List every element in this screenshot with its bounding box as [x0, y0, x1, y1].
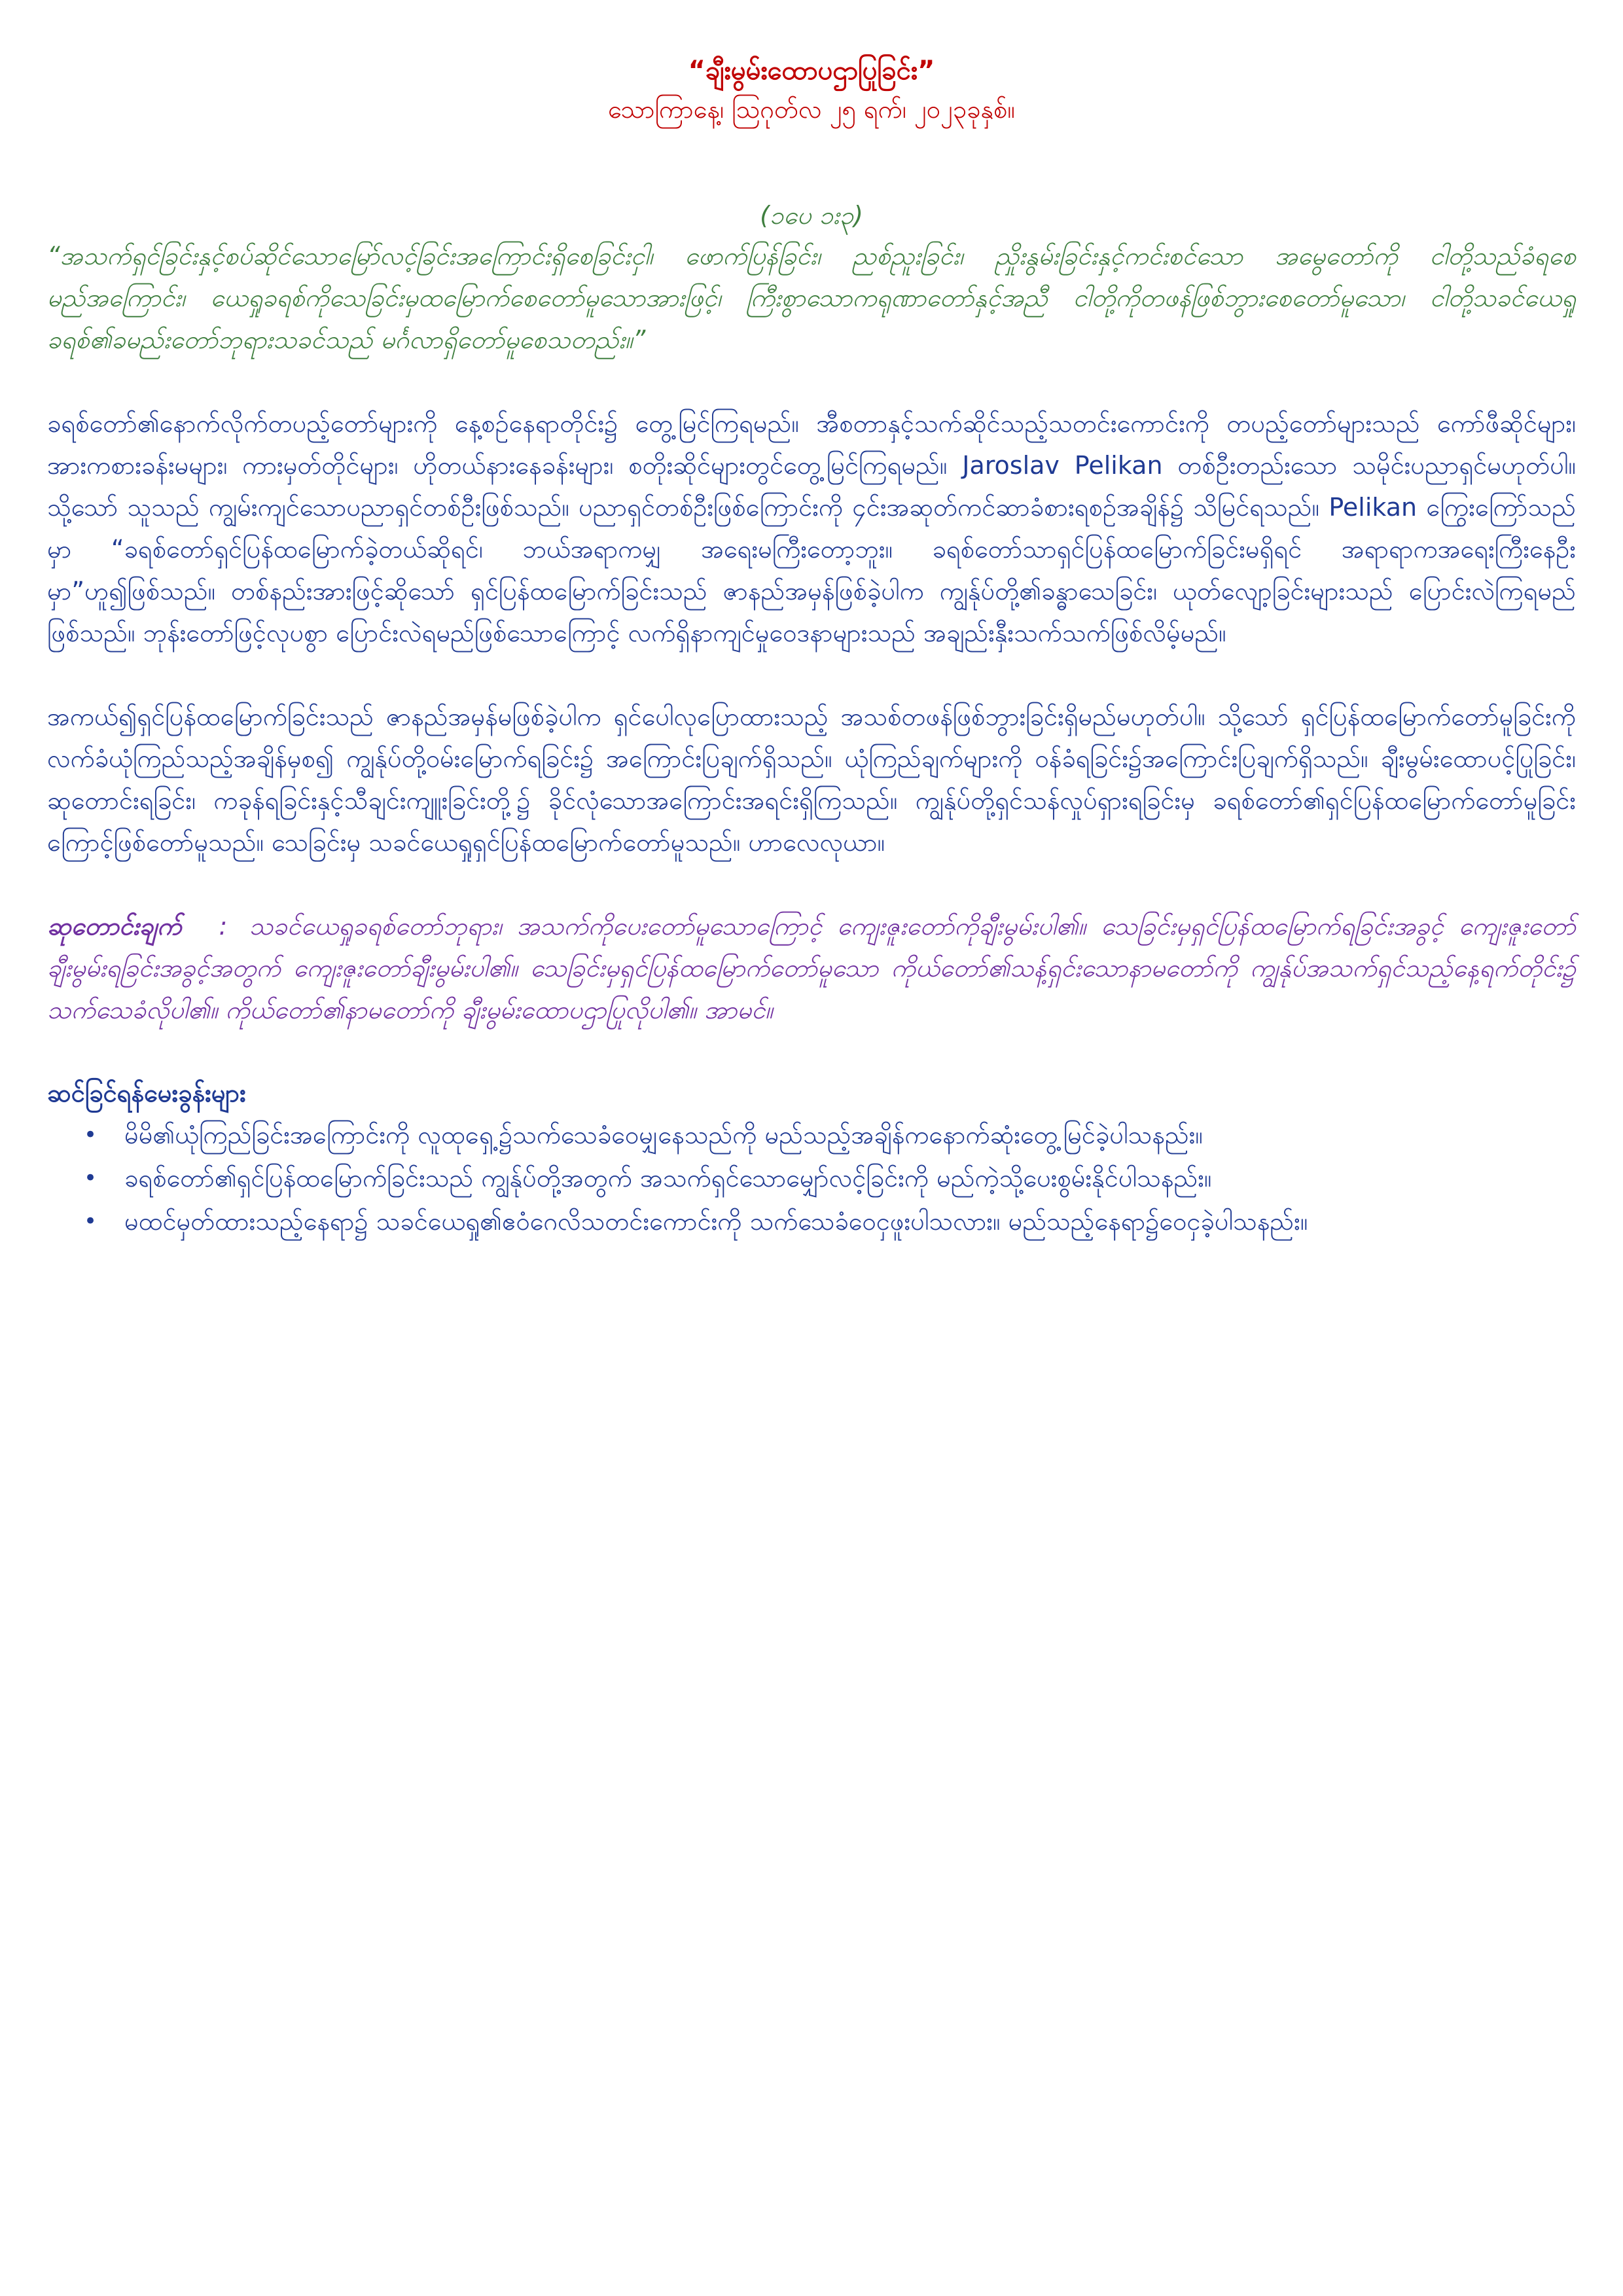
- page-title: “ချီးမွမ်းထောပဌာပြုခြင်း”: [688, 56, 935, 86]
- bullet-icon: •: [84, 1122, 98, 1148]
- scripture-text: “အသက်ရှင်ခြင်းနှင့်စပ်ဆိုင်သောမြော်လင့်ခြင်းအကြောင်းရှိစေခြင်းငှါ၊ ဖောက်ပြန်ခြင်း၊ ညစ်ညူးခြင်း၊ ညှိုးနွမ်းခြင်းနှင့်ကင်းစင်သော အမွေတော်ကို ငါတို့သည်ခံရစေမည်အကြောင်း၊ ယေရှုခရစ်ကိုသေခြင်းမှထမြောက်စေတော်မူသောအားဖြင့်၊ ကြီးစွာသောကရုဏာတော်နှင့်အညီ ငါတို့ကိုတဖန်ဖြစ်ဘွားစေတော်မူသော၊ ငါတို့သခင်ယေရှုခရစ်၏ခမည်းတော်ဘုရားသခင်သည် မင်္ဂလာရှိတော်မူစေသတည်း။”: [47, 242, 1576, 354]
- list-item: [84, 1157, 1576, 1200]
- question-text: မိမိ၏ယုံကြည်ခြင်းအကြောင်းကို လူထုရှေ့၌သက်သေခံဝေမျှနေသည်ကို မည်သည့်အချိန်ကနောက်ဆုံးတွေ့မြင်ခဲ့ပါသနည်း။: [124, 1121, 1203, 1149]
- question-text: ခရစ်တော်၏ရှင်ပြန်ထမြောက်ခြင်းသည် ကျွန်ုပ်တို့အတွက် အသက်ရှင်သောမျှော်လင့်ခြင်းကို မည်ကဲ့သို့ပေးစွမ်းနိုင်ပါသနည်း။: [124, 1164, 1212, 1193]
- prayer-label: ဆုတောင်းချက်: [47, 912, 182, 941]
- questions-heading: ဆင်ခြင်ရန်မေးခွန်းများ: [47, 1079, 246, 1107]
- question-text: မထင်မှတ်ထားသည့်နေရာ၌ သခင်ယေရှု၏ဧဝံဂေလိသတင်းကောင်းကို သက်သေခံဝေငှဖူးပါသလား။ မည်သည့်နေရာ၌ဝေငှခဲ့ပါသနည်း။: [124, 1207, 1308, 1236]
- bullet-icon: •: [84, 1208, 98, 1234]
- dateline: သောကြာနေ့၊ ဩဂုတ်လ ၂၅ ရက်၊ ၂၀၂၃ခုနှစ်။: [608, 95, 1015, 124]
- prayer-separator: :: [219, 912, 228, 941]
- list-item: [84, 1113, 1576, 1157]
- body-paragraph-1: ခရစ်တော်၏နောက်လိုက်တပည့်တော်များကို နေ့စဉ်နေရာတိုင်း၌ တွေ့မြင်ကြရမည်။ အီစတာနှင့်သက်ဆိုင်သည့်သတင်းကောင်းကို တပည့်တော်များသည် ကော်ဖီဆိုင်များ၊ အားကစားခန်းမများ၊ ကားမှတ်တိုင်များ၊ ဟိုတယ်နားနေခန်းများ၊ စတိုးဆိုင်များတွင်တွေ့မြင်ကြရမည်။ Jaroslav Pelikan တစ်ဦးတည်းသော သမိုင်းပညာရှင်မဟုတ်ပါ။ သို့သော် သူသည် ကျွမ်းကျင်သောပညာရှင်တစ်ဦးဖြစ်သည်။ ပညာရှင်တစ်ဦးဖြစ်ကြောင်းကို ၄င်းအဆုတ်ကင်ဆာခံစားရစဉ်အချိန်၌ သိမြင်ရသည်။ Pelikan ကြွေးကြော်သည်မှာ “ခရစ်တော်ရှင်ပြန်ထမြောက်ခဲ့တယ်ဆိုရင်၊ ဘယ်အရာကမျှ အရေးမကြီးတော့ဘူး။ ခရစ်တော်သာရှင်ပြန်ထမြောက်ခြင်းမရှိရင် အရာရာကအရေးကြီးနေဦးမှာ”ဟူ၍ဖြစ်သည်။ တစ်နည်းအားဖြင့်ဆိုသော် ရှင်ပြန်ထမြောက်ခြင်းသည် ဇာနည်အမှန်ဖြစ်ခဲ့ပါက ကျွန်ုပ်တို့၏ခန္ဓာသေခြင်း၊ ယုတ်လျော့ခြင်းများသည် ပြောင်းလဲကြရမည်ဖြစ်သည်။ ဘုန်းတော်ဖြင့်လုပစွာ ပြောင်းလဲရမည်ဖြစ်သောကြောင့် လက်ရှိနာကျင်မှုဝေဒနာများသည် အချည်းနှီးသက်သက်ဖြစ်လိမ့်မည်။: [47, 409, 1576, 647]
- bullet-icon: •: [84, 1165, 98, 1191]
- body-paragraph-2: အကယ်၍ရှင်ပြန်ထမြောက်ခြင်းသည် ဇာနည်အမှန်မဖြစ်ခဲ့ပါက ရှင်ပေါလုပြောထားသည့် အသစ်တဖန်ဖြစ်ဘွားခြင်းရှိမည်မဟုတ်ပါ။ သို့သော် ရှင်ပြန်ထမြောက်တော်မူခြင်းကို လက်ခံယုံကြည်သည့်အချိန်မှစ၍ ကျွန်ုပ်တို့ဝမ်းမြောက်ရခြင်း၌ အကြောင်းပြချက်ရှိသည်။ ယုံကြည်ချက်များကို ဝန်ခံရခြင်း၌အကြောင်းပြချက်ရှိသည်။ ချီးမွမ်းထောပင့်ပြုခြင်း၊ ဆုတောင်းရခြင်း၊ ကခုန်ရခြင်းနှင့်သီချင်းကျူးခြင်းတို့၌ ခိုင်လုံသောအကြောင်းအရင်းရှိကြသည်။ ကျွန်ုပ်တို့ရှင်သန်လှုပ်ရှားရခြင်းမှ ခရစ်တော်၏ရှင်ပြန်ထမြောက်တော်မူခြင်းကြောင့်ဖြစ်တော်မူသည်။ သေခြင်းမှ သခင်ယေရှုရှင်ပြန်ထမြောက်တော်မူသည်။ ဟာလေလုယာ။: [47, 702, 1576, 857]
- prayer-paragraph: [47, 905, 1576, 1031]
- questions-list: [47, 1113, 1576, 1243]
- scripture-reference: (၁ပေ ၁း၃): [760, 201, 863, 230]
- prayer-text: သခင်ယေရှုခရစ်တော်ဘုရား၊ အသက်ကိုပေးတော်မူသောကြောင့် ကျေးဇူးတော်ကိုချီးမွမ်းပါ၏။ သေခြင်းမှရှင်ပြန်ထမြောက်ရခြင်းအခွင့် ကျေးဇူးတော်ချီးမွမ်းရခြင်းအခွင့်အတွက် ကျေးဇူးတော်ချီးမွမ်းပါ၏။ သေခြင်းမှရှင်ပြန်ထမြောက်တော်မူသော ကိုယ်တော်၏သန့်ရှင်းသောနာမတော်ကို ကျွန်ုပ်အသက်ရှင်သည့်နေ့ရက်တိုင်း၌ သက်သေခံလိုပါ၏။ ကိုယ်တော်၏နာမတော်ကို ချီးမွမ်းထောပဌာပြုလိုပါ၏။ အာမင်။: [47, 912, 1576, 1024]
- list-item: [84, 1200, 1576, 1243]
